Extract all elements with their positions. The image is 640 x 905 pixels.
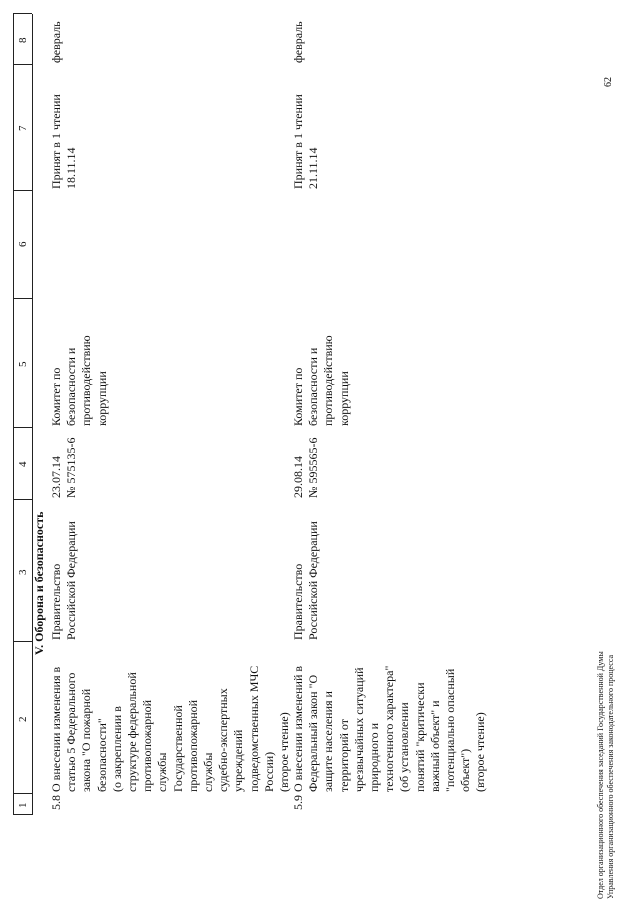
column-divider bbox=[13, 13, 32, 14]
bill-title-line: закона "О пожарной bbox=[79, 688, 94, 792]
status-line: 21.11.14 bbox=[306, 147, 321, 189]
bill-title-line: Федеральный закон "О bbox=[306, 674, 321, 792]
bill-title-line: объект") bbox=[458, 748, 473, 792]
column-header: 1 bbox=[17, 802, 29, 808]
header-top-border bbox=[13, 14, 14, 815]
bill-title-line: службы bbox=[201, 752, 216, 792]
bill-title-line: понятий "критически bbox=[412, 682, 427, 792]
bill-title bbox=[291, 666, 489, 792]
bill-title-line: структуре федеральной bbox=[125, 672, 140, 792]
bill-title-line: важный объект" и bbox=[427, 700, 442, 792]
section-title: V. Оборона и безопасность bbox=[32, 511, 46, 655]
status-line: 18.11.14 bbox=[64, 147, 79, 189]
column-divider bbox=[13, 427, 32, 428]
initiator-line: Правительство bbox=[291, 563, 305, 640]
bill-title-line: судебно-экспертных bbox=[216, 688, 231, 792]
bill-title-line: (о закреплении в bbox=[109, 706, 124, 792]
bill-title-line: учреждений bbox=[231, 729, 246, 792]
bill-title-line: (второе чтение) bbox=[277, 712, 292, 792]
bill-title-line: (второе чтение) bbox=[473, 712, 488, 792]
committee-line: Комитет по bbox=[291, 367, 305, 426]
planned-month: февраль bbox=[291, 21, 305, 63]
row-number: 5.9 bbox=[291, 795, 305, 810]
registration-number: № 575135-6 bbox=[64, 437, 79, 498]
column-header: 6 bbox=[17, 241, 29, 247]
initiator-line: Российской Федерации bbox=[64, 521, 79, 640]
committee-line: коррупции bbox=[94, 371, 109, 426]
column-divider bbox=[13, 793, 32, 794]
bill-title-line: Государственной bbox=[170, 705, 185, 792]
bill-title-line: противопожарной bbox=[185, 699, 200, 792]
registration-number: № 595565-6 bbox=[306, 437, 321, 498]
row-number: 5.8 bbox=[49, 795, 63, 810]
column-divider bbox=[13, 499, 32, 500]
committee-line: безопасности и bbox=[306, 347, 321, 426]
column-divider bbox=[13, 641, 32, 642]
submission-info bbox=[291, 438, 321, 498]
bill-title bbox=[49, 666, 292, 792]
status-line: Принят в 1 чтении bbox=[49, 94, 63, 189]
submission-date: 29.08.14 bbox=[291, 456, 305, 498]
footer-directorate: Управления организационного обеспечения законодательного процесса bbox=[606, 654, 615, 899]
committee bbox=[291, 335, 352, 426]
bill-title-line: "потенциально опасный bbox=[443, 668, 458, 792]
status bbox=[291, 94, 321, 189]
initiator-line: Правительство bbox=[49, 563, 63, 640]
submission-info bbox=[49, 438, 79, 498]
column-header: 7 bbox=[17, 125, 29, 131]
bill-title-line: территорий от bbox=[336, 718, 351, 792]
bill-title-line: службы bbox=[155, 752, 170, 792]
bill-title-line: природного и bbox=[367, 722, 382, 792]
submission-date: 23.07.14 bbox=[49, 456, 63, 498]
status-line: Принят в 1 чтении bbox=[291, 94, 305, 189]
column-divider bbox=[13, 190, 32, 191]
committee-line: безопасности и bbox=[64, 347, 79, 426]
bill-title-line: чрезвычайных ситуаций bbox=[351, 667, 366, 792]
initiator bbox=[291, 521, 321, 640]
bill-title-line: О внесении изменений в bbox=[291, 665, 305, 792]
bill-title-line: техногенного характера" bbox=[382, 665, 397, 792]
column-header: 8 bbox=[17, 37, 29, 43]
column-header: 3 bbox=[17, 569, 29, 575]
page-number: 62 bbox=[603, 77, 614, 87]
column-header: 2 bbox=[17, 716, 29, 722]
committee-line: коррупции bbox=[336, 371, 351, 426]
initiator bbox=[49, 521, 79, 640]
initiator-line: Российской Федерации bbox=[306, 521, 321, 640]
status bbox=[49, 94, 79, 189]
column-divider bbox=[13, 814, 32, 815]
column-header: 4 bbox=[17, 461, 29, 467]
footer-department: Отдел организационного обеспечения заседаний Государственной Думы bbox=[596, 651, 605, 899]
column-header: 5 bbox=[17, 361, 29, 367]
bill-title-line: безопасности" bbox=[94, 718, 109, 792]
column-divider bbox=[13, 298, 32, 299]
planned-month: февраль bbox=[49, 21, 63, 63]
bill-title-line: России) bbox=[261, 751, 276, 792]
bill-title-line: статью 5 Федерального bbox=[64, 672, 79, 792]
bill-title-line: О внесении изменения в bbox=[49, 666, 63, 792]
column-divider bbox=[13, 64, 32, 65]
committee bbox=[49, 335, 110, 426]
committee-line: противодействию bbox=[79, 335, 94, 426]
header-bottom-border bbox=[32, 14, 33, 815]
bill-title-line: защите населения и bbox=[321, 691, 336, 792]
committee-line: Комитет по bbox=[49, 367, 63, 426]
bill-title-line: (об установлении bbox=[397, 702, 412, 792]
bill-title-line: подведомственных МЧС bbox=[246, 665, 261, 792]
bill-title-line: противопожарной bbox=[140, 699, 155, 792]
committee-line: противодействию bbox=[321, 335, 336, 426]
